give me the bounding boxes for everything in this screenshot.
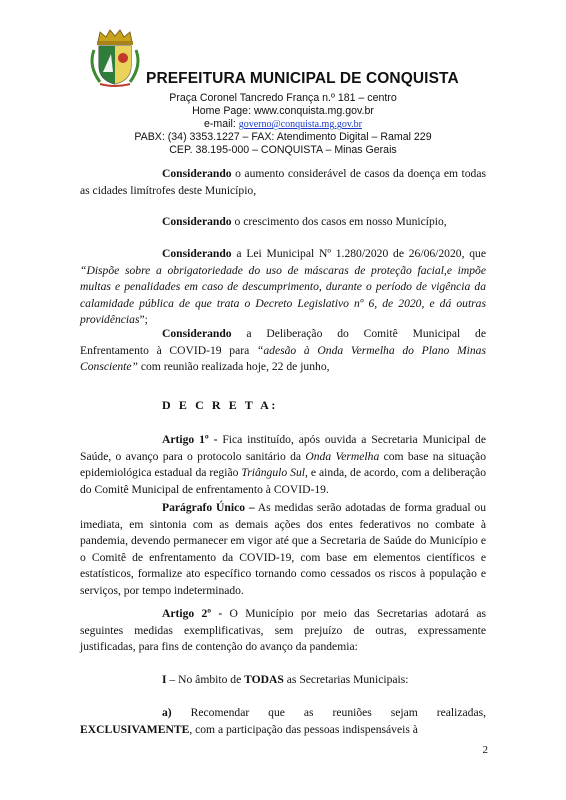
paragraph-text: com base na situação epidemiológica estadual da região <box>80 449 486 480</box>
municipal-coat-of-arms-logo <box>86 28 144 88</box>
paragraph-text: o aumento considerável de casos da doença em todas as cidades limítrofes deste Município, <box>80 167 486 197</box>
considerando-label: Considerando <box>162 215 232 228</box>
header-phones: PABX: (34) 3353.1227 – FAX: Atendimento Digital – Ramal 229 <box>134 131 432 143</box>
considerando-label: Considerando <box>162 247 232 260</box>
emphasis: Onda Vermelha <box>305 449 380 463</box>
paragraph-text: a Lei Municipal Nº 1.280/2020 de 26/06/2020, que <box>231 247 486 260</box>
header-email-line <box>0 118 566 131</box>
article-label: Artigo 2º - <box>162 607 223 620</box>
paragraph-text: O Município por meio das Secretarias adotará as seguintes medidas exemplificativas, sem prejuízo de outras, expressamente justificadas, para fins de contenção do avanço da pandemia: <box>80 607 486 654</box>
paragraph-considerando-1 <box>80 166 486 199</box>
emphasis: EXCLUSIVAMENTE <box>80 722 190 736</box>
paragraph-text: As medidas serão adotadas de forma gradual ou imediata, em sintonia com as demais ações dos entes federativos no combate à pandemia, devendo permanecer em vigor até que a Secretaria de Saúde do Município e o Comitê de enfrentamento da COVID-19, com base em elementos científicos e estatísticos, formalize ato específico tornando como cessados os riscos à população e serviços, por tempo indeterminado. <box>80 501 486 597</box>
header-title: PREFEITURA MUNICIPAL DE CONQUISTA <box>146 70 459 87</box>
paragraph-label: Parágrafo Único – <box>162 501 255 514</box>
emphasis: TODAS <box>244 673 284 686</box>
law-quote: “Dispõe sobre a obrigatoriedade do uso de máscaras de proteção facial,e impõe multas e penalidades em caso de descumprimento, durante o período de vigência da calamidade pública de que trata o Decreto Legislativo nº 6, de 2020, e dá outras providências <box>80 263 486 327</box>
header-cep: CEP. 38.195-000 – CONQUISTA – Minas Gerais <box>169 144 397 156</box>
paragraph-text: ”; <box>139 313 148 327</box>
paragraph-text: Recomendar que as reuniões sejam realizadas, <box>171 706 486 719</box>
header-homepage: Home Page: www.conquista.mg.gov.br <box>192 105 374 117</box>
paragraph-text: o crescimento dos casos em nosso Município, <box>231 215 447 228</box>
item-i <box>80 672 486 689</box>
paragraph-unico <box>80 500 486 600</box>
paragraph-text: Fica instituído, após ouvida a Secretaria Municipal de Saúde, o avanço para o protocolo sanitário da <box>80 433 486 463</box>
paragraph-considerando-2 <box>80 214 486 231</box>
deliberation-quote: “adesão à Onda Vermelha do Plano Minas Consciente” <box>80 343 486 374</box>
paragraph-text: com reunião realizada hoje, 22 de junho, <box>137 360 330 374</box>
email-label: e-mail: <box>204 118 239 130</box>
page-number: 2 <box>482 744 488 756</box>
article-label: Artigo 1º - <box>162 433 218 446</box>
decreta-heading: D E C R E T A: <box>162 398 278 412</box>
item-label: I <box>162 673 167 686</box>
paragraph-text: e ainda, de acordo, com a deliberação do Comitê Municipal de enfrentamento à COVID-19. <box>80 466 486 496</box>
considerando-label: Considerando <box>162 167 232 180</box>
paragraph-text: a Deliberação do Comitê Municipal de Enfrentamento à COVID-19 para <box>80 327 486 357</box>
considerando-label: Considerando <box>162 327 232 340</box>
paragraph-text: , com a participação das pessoas indispensáveis à <box>189 722 418 736</box>
paragraph-text: – No âmbito de <box>166 673 245 686</box>
paragraph-considerando-4 <box>80 326 486 376</box>
paragraph-considerando-3 <box>80 246 486 329</box>
paragraph-text: as Secretarias Municipais: <box>283 673 409 686</box>
emphasis: Triângulo Sul, <box>241 466 308 480</box>
item-label: a) <box>162 706 172 719</box>
header-address: Praça Coronel Tancredo França n.º 181 – centro <box>169 92 397 104</box>
item-a <box>80 705 486 738</box>
paragraph-artigo-2 <box>80 606 486 656</box>
paragraph-artigo-1 <box>80 432 486 498</box>
email-link[interactable]: governo@conquista.mg.gov.br <box>238 119 362 130</box>
